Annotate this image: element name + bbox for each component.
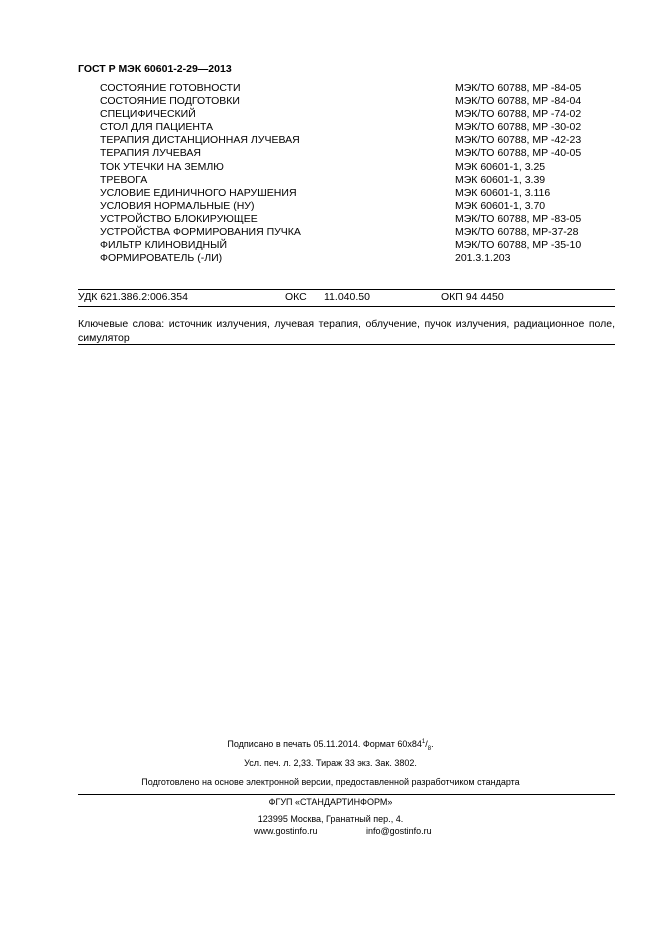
format-subscript: 8 bbox=[427, 745, 432, 752]
term-name: ФОРМИРОВАТЕЛЬ (-ЛИ) bbox=[100, 252, 223, 265]
publisher-name: ФГУП «СТАНДАРТИНФОРМ» bbox=[268, 797, 393, 807]
term-reference: МЭК/ТО 60788, MP -84-05 bbox=[455, 82, 582, 94]
term-row bbox=[0, 187, 661, 200]
term-name: УСЛОВИЯ НОРМАЛЬНЫЕ (НУ) bbox=[100, 199, 255, 212]
keywords-paragraph: Ключевые слова: источник излучения, лучевая терапия, облучение, пучок излучения, радиационное поле, симулятор bbox=[78, 318, 615, 344]
term-name: ТЕРАПИЯ ЛУЧЕВАЯ bbox=[100, 147, 202, 160]
term-row bbox=[0, 82, 661, 95]
term-row bbox=[0, 134, 661, 147]
term-name: УСТРОЙСТВО БЛОКИРУЮЩЕЕ bbox=[100, 212, 258, 225]
term-row bbox=[0, 121, 661, 134]
term-name: УСЛОВИЕ ЕДИНИЧНОГО НАРУШЕНИЯ bbox=[100, 186, 297, 199]
term-reference: 201.3.1.203 bbox=[455, 252, 511, 265]
term-reference: МЭК/ТО 60788, MP -30-02 bbox=[455, 121, 582, 134]
term-name: ТЕРАПИЯ ДИСТАНЦИОННАЯ ЛУЧЕВАЯ bbox=[100, 134, 300, 147]
term-row bbox=[0, 147, 661, 160]
term-name: ТРЕВОГА bbox=[100, 173, 148, 186]
term-reference: МЭК/ТО 60788, MP -42-23 bbox=[455, 134, 582, 147]
oks-label: ОКС bbox=[285, 291, 307, 303]
term-row bbox=[0, 239, 661, 252]
separator-rule bbox=[78, 289, 615, 290]
email-link[interactable]: info@gostinfo.ru bbox=[366, 826, 432, 836]
term-name: ФИЛЬТР КЛИНОВИДНЫЙ bbox=[100, 239, 227, 252]
signed-for-print-line: Подписано в печать 05.11.2014. Формат $60x84^1/_8$. bbox=[227, 739, 434, 752]
term-reference: МЭК/ТО 60788, MP -74-02 bbox=[455, 108, 582, 121]
term-row bbox=[0, 200, 661, 213]
term-row bbox=[0, 108, 661, 121]
separator-rule bbox=[78, 306, 615, 307]
term-reference: МЭК 60601-1, 3.39 bbox=[455, 173, 546, 186]
term-name: СОСТОЯНИЕ ПОДГОТОВКИ bbox=[100, 95, 240, 108]
term-name: ТОК УТЕЧКИ НА ЗЕМЛЮ bbox=[100, 160, 224, 173]
term-reference: МЭК 60601-1, 3.70 bbox=[455, 199, 546, 212]
udk-code: УДК 621.386.2:006.354 bbox=[78, 291, 188, 303]
format-superscript: 1 bbox=[421, 739, 426, 745]
term-name: СОСТОЯНИЕ ГОТОВНОСТИ bbox=[100, 82, 241, 94]
print-sheets-line: Усл. печ. л. 2,33. Тираж 33 экз. Зак. 3802. bbox=[244, 758, 417, 768]
term-reference: МЭК/ТО 60788, MP-37-28 bbox=[455, 226, 579, 239]
separator-rule bbox=[78, 344, 615, 345]
term-row bbox=[0, 161, 661, 174]
term-name: СТОЛ ДЛЯ ПАЦИЕНТА bbox=[100, 121, 214, 134]
terms-index-list bbox=[0, 82, 661, 265]
oks-code: 11.040.50 bbox=[324, 291, 370, 303]
term-reference: МЭК/ТО 60788, MP -83-05 bbox=[455, 212, 582, 225]
term-reference: МЭК/ТО 60788, MP -84-04 bbox=[455, 95, 582, 108]
term-name: УСТРОЙСТВА ФОРМИРОВАНИЯ ПУЧКА bbox=[100, 226, 301, 239]
signed-for-print-text: Подписано в печать 05.11.2014. Формат 60x84 bbox=[227, 739, 422, 749]
term-reference: МЭК 60601-1, 3.25 bbox=[455, 160, 546, 173]
term-row bbox=[0, 213, 661, 226]
document-code: ГОСТ Р МЭК 60601-2-29—2013 bbox=[78, 63, 232, 75]
prepared-note: Подготовлено на основе электронной версии, предоставленной разработчиком стандарта bbox=[141, 777, 520, 787]
term-row bbox=[0, 95, 661, 108]
term-name: СПЕЦИФИЧЕСКИЙ bbox=[100, 108, 196, 121]
term-reference: МЭК/ТО 60788, MP -40-05 bbox=[455, 147, 582, 160]
separator-rule bbox=[78, 794, 615, 795]
term-row bbox=[0, 226, 661, 239]
term-row bbox=[0, 174, 661, 187]
publisher-address: 123995 Москва, Гранатный пер., 4. bbox=[257, 814, 404, 824]
term-reference: МЭК/ТО 60788, MP -35-10 bbox=[455, 239, 582, 252]
term-row bbox=[0, 252, 661, 265]
website-link[interactable]: www.gostinfo.ru bbox=[254, 826, 318, 836]
okp-code: ОКП 94 4450 bbox=[441, 291, 504, 303]
term-reference: МЭК 60601-1, 3.116 bbox=[455, 186, 551, 199]
